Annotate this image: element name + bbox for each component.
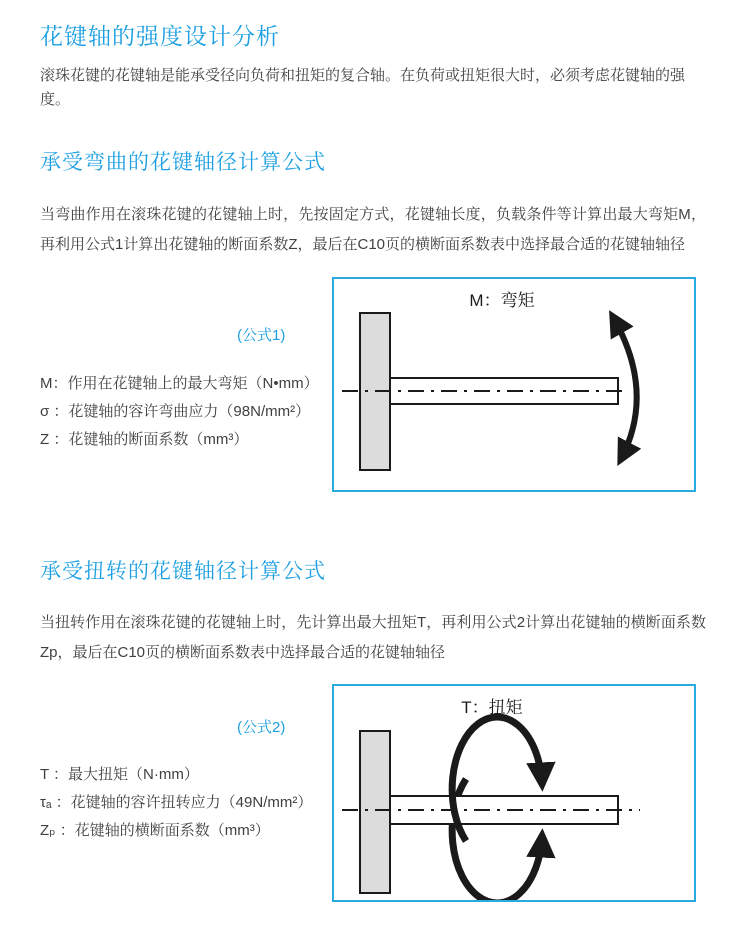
torque-diagram-title: T：扭矩 — [461, 698, 523, 717]
definition-item: T ：最大扭矩（N·mm） — [40, 766, 199, 783]
definition-item: τₐ ：花键轴的容许扭转应力（49N/mm²） — [40, 794, 313, 811]
definition-item: Z ：花键轴的断面系数（mm³） — [40, 431, 249, 448]
definition-item: M：作用在花键轴上的最大弯矩（N•mm） — [40, 375, 319, 392]
bending-section-paragraph: 当弯曲作用在滚珠花键的花键轴上时，先按固定方式，花键轴长度，负载条件等计算出最大弯矩M，再利用公式1计算出花键轴的断面系数Z，最后在C10页的横断面系数表中选择最合适的花键轴轴径 — [40, 206, 706, 253]
bending-diagram-canvas — [334, 279, 694, 490]
page-title: 花键轴的强度设计分析 — [40, 23, 280, 49]
bending-diagram-title: M：弯矩 — [469, 291, 535, 310]
torsion-section-paragraph: 当扭转作用在滚珠花键的花键轴上时，先计算出最大扭矩T，再利用公式2计算出花键轴的横断面系数Zp，最后在C10页的横断面系数表中选择最合适的花键轴轴径 — [40, 614, 706, 661]
bending-definitions — [40, 370, 330, 454]
torsion-section-heading: 承受扭转的花键轴径计算公式 — [40, 560, 326, 583]
torsion-definitions — [40, 761, 330, 845]
torque-diagram — [332, 684, 696, 902]
definition-item: σ ：花键轴的容许弯曲应力（98N/mm²） — [40, 403, 311, 420]
bending-moment-diagram — [332, 277, 696, 492]
fixed-support-shape — [360, 731, 390, 893]
bending-section-heading: 承受弯曲的花键轴径计算公式 — [40, 151, 326, 174]
intro-text: 滚珠花键的花键轴是能承受径向负荷和扭矩的复合轴。在负荷或扭矩很大时，必须考虑花键轴的强度。 — [40, 67, 686, 108]
definition-item: Zₚ ：花键轴的横断面系数（mm³） — [40, 822, 270, 839]
torque-diagram-canvas — [334, 686, 694, 900]
formula1-label: (公式1) — [237, 327, 286, 344]
formula2-label: (公式2) — [237, 719, 286, 736]
